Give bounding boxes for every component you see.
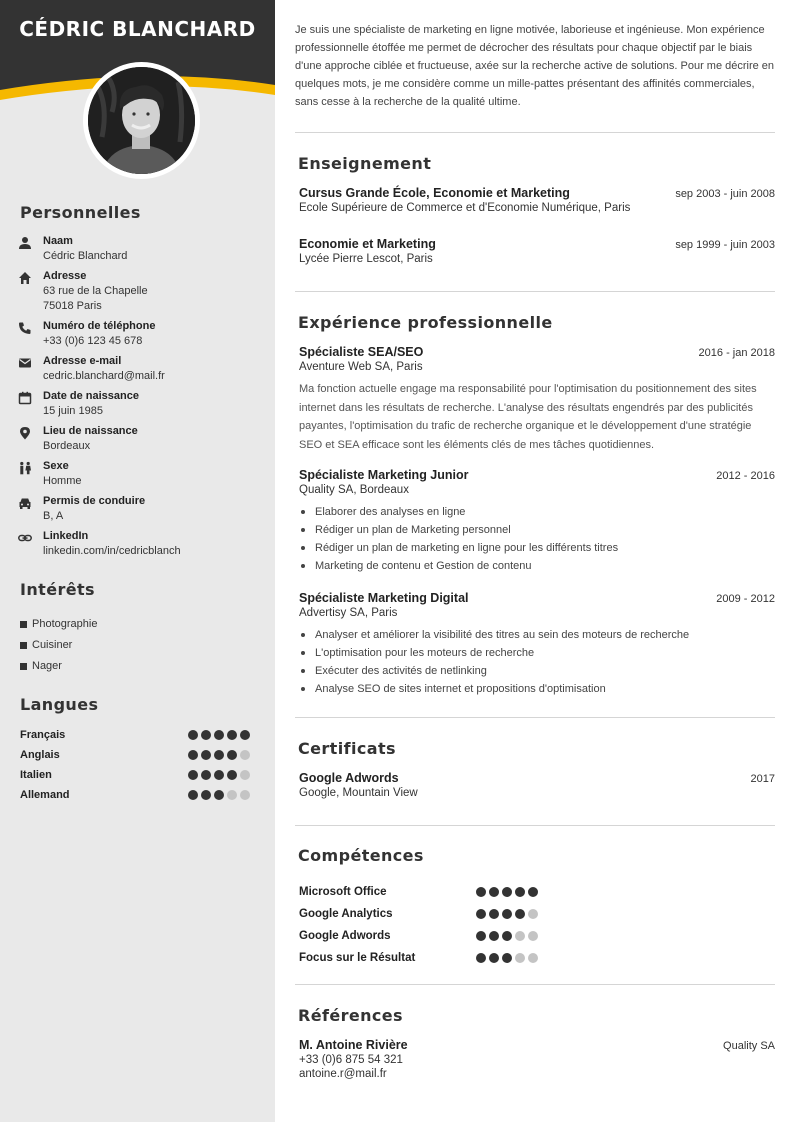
section-divider [295, 132, 775, 133]
empty-dot-icon [240, 750, 250, 760]
filled-dot-icon [201, 770, 211, 780]
language-level-dots [188, 730, 250, 740]
section-divider [295, 291, 775, 292]
personal-info-list [18, 234, 268, 564]
filled-dot-icon [502, 953, 512, 963]
link-icon [18, 531, 32, 545]
personal-item-birthplace: Lieu de naissance Bordeaux [18, 424, 268, 454]
filled-dot-icon [515, 909, 525, 919]
personal-section-title: Personnelles [20, 203, 141, 222]
interest-item: Cuisiner [20, 635, 97, 656]
experience-entry: Spécialiste Marketing Digital 2009 - 2012 Advertisy SA, Paris Analyser et améliorer la visibilité des titres au sein des moteurs de recherche L'optimisation pour les moteurs de recherche Exécuter des activités de netlinking Analyse SEO de sites internet et propositions d'optimisation [299, 591, 775, 698]
filled-dot-icon [214, 790, 224, 800]
task-list [299, 626, 775, 698]
filled-dot-icon [214, 750, 224, 760]
list-item: Rédiger un plan de marketing en ligne pour les différents titres [299, 539, 775, 557]
skill-row: Focus sur le Résultat [299, 947, 549, 969]
interests-section-title: Intérêts [20, 580, 95, 599]
filled-dot-icon [188, 750, 198, 760]
language-row: Français [20, 725, 250, 745]
personal-item-phone: Numéro de téléphone +33 (0)6 123 45 678 [18, 319, 268, 349]
section-divider [295, 825, 775, 826]
skill-level-dots [476, 953, 538, 963]
profile-summary: Je suis une spécialiste de marketing en ligne motivée, laborieuse et ingénieuse. Mon expérience professionnelle étoffée me permet de décrocher des résultats pour chaque objectif par le biais d'une approche ciblée et fructueuse, axée sur la recherche active de solutions. Pour me décrire en quelques mots, je me considère comme un mille-pattes présentant des affinités commerciales, sans cesse à la recherche de la qualité ultime. [295, 24, 775, 108]
certificate-entry: Google Adwords 2017 Google, Mountain View [299, 771, 775, 799]
empty-dot-icon [515, 953, 525, 963]
language-row: Anglais [20, 745, 250, 765]
car-icon [18, 496, 32, 510]
square-bullet-icon [20, 621, 27, 628]
square-bullet-icon [20, 663, 27, 670]
personal-item-email: Adresse e-mail cedric.blanchard@mail.fr [18, 354, 268, 384]
profile-photo [88, 67, 195, 174]
personal-item-name: Naam Cédric Blanchard [18, 234, 268, 264]
skills-section-title: Compétences [298, 846, 424, 865]
interest-item: Nager [20, 656, 97, 677]
empty-dot-icon [528, 931, 538, 941]
filled-dot-icon [476, 909, 486, 919]
filled-dot-icon [201, 750, 211, 760]
certificates-section-title: Certificats [298, 739, 396, 758]
personal-item-gender: Sexe Homme [18, 459, 268, 489]
skills-list [299, 881, 549, 969]
personal-item-license: Permis de conduire B, A [18, 494, 268, 524]
empty-dot-icon [515, 931, 525, 941]
section-divider [295, 984, 775, 985]
filled-dot-icon [476, 887, 486, 897]
filled-dot-icon [489, 887, 499, 897]
phone-icon [18, 321, 32, 335]
experience-section-title: Expérience professionnelle [298, 313, 553, 332]
skill-row: Google Adwords [299, 925, 549, 947]
list-item: Analyse SEO de sites internet et propositions d'optimisation [299, 680, 775, 698]
gender-icon [18, 461, 32, 475]
filled-dot-icon [240, 730, 250, 740]
empty-dot-icon [528, 953, 538, 963]
list-item: Elaborer des analyses en ligne [299, 503, 775, 521]
square-bullet-icon [20, 642, 27, 649]
skill-row: Google Analytics [299, 903, 549, 925]
filled-dot-icon [201, 790, 211, 800]
references-section-title: Références [298, 1006, 403, 1025]
education-entry: Economie et Marketing sep 1999 - juin 2003 Lycée Pierre Lescot, Paris [299, 237, 775, 265]
personal-item-linkedin: LinkedIn linkedin.com/in/cedricblanch [18, 529, 268, 559]
filled-dot-icon [201, 730, 211, 740]
language-level-dots [188, 770, 250, 780]
personal-item-birthdate: Date de naissance 15 juin 1985 [18, 389, 268, 419]
language-level-dots [188, 750, 250, 760]
header-band [0, 0, 275, 180]
skill-level-dots [476, 909, 538, 919]
list-item: Exécuter des activités de netlinking [299, 662, 775, 680]
section-divider [295, 717, 775, 718]
profile-photo-frame [83, 62, 200, 179]
filled-dot-icon [515, 887, 525, 897]
experience-entry: Spécialiste SEA/SEO 2016 - jan 2018 Aventure Web SA, Paris Ma fonction actuelle engage ma responsabilité pour l'optimisation du positionnement des sites internet dans les résultats de recherche. L'analyse des résultats engendrés par des publicités payantes, l'optimisation du trafic de recherche organique et le développement d'une stratégie SEO et SEA efficace sont les éléments clés de mes tâches quotidiennes. [299, 345, 775, 451]
filled-dot-icon [489, 953, 499, 963]
reference-entry: M. Antoine Rivière Quality SA +33 (0)6 875 54 321 antoine.r@mail.fr [299, 1038, 775, 1080]
skill-level-dots [476, 931, 538, 941]
filled-dot-icon [528, 887, 538, 897]
languages-list [20, 725, 250, 805]
interests-list [20, 614, 97, 677]
filled-dot-icon [227, 730, 237, 740]
empty-dot-icon [240, 770, 250, 780]
language-level-dots [188, 790, 250, 800]
empty-dot-icon [227, 790, 237, 800]
filled-dot-icon [214, 730, 224, 740]
skill-level-dots [476, 887, 538, 897]
education-entry: Cursus Grande École, Economie et Marketing sep 2003 - juin 2008 Ecole Supérieure de Commerce et d'Economie Numérique, Paris [299, 186, 775, 214]
filled-dot-icon [227, 770, 237, 780]
languages-section-title: Langues [20, 695, 99, 714]
task-list [299, 503, 775, 575]
list-item: Marketing de contenu et Gestion de contenu [299, 557, 775, 575]
filled-dot-icon [214, 770, 224, 780]
filled-dot-icon [188, 730, 198, 740]
experience-entry: Spécialiste Marketing Junior 2012 - 2016 Quality SA, Bordeaux Elaborer des analyses en ligne Rédiger un plan de Marketing personnel Rédiger un plan de marketing en ligne pour les différents titres Marketing de contenu et Gestion de contenu [299, 468, 775, 575]
filled-dot-icon [502, 931, 512, 941]
list-item: Rédiger un plan de Marketing personnel [299, 521, 775, 539]
skill-row: Microsoft Office [299, 881, 549, 903]
filled-dot-icon [489, 909, 499, 919]
person-icon [18, 236, 32, 250]
list-item: L'optimisation pour les moteurs de recherche [299, 644, 775, 662]
filled-dot-icon [476, 931, 486, 941]
home-icon [18, 271, 32, 285]
filled-dot-icon [502, 887, 512, 897]
filled-dot-icon [227, 750, 237, 760]
filled-dot-icon [188, 770, 198, 780]
sidebar [0, 0, 275, 1122]
candidate-name: CÉDRIC BLANCHARD [19, 17, 256, 41]
filled-dot-icon [502, 909, 512, 919]
list-item: Analyser et améliorer la visibilité des titres au sein des moteurs de recherche [299, 626, 775, 644]
interest-item: Photographie [20, 614, 97, 635]
empty-dot-icon [240, 790, 250, 800]
empty-dot-icon [528, 909, 538, 919]
mail-icon [18, 356, 32, 370]
calendar-icon [18, 391, 32, 405]
personal-item-address: Adresse 63 rue de la Chapelle 75018 Paris [18, 269, 268, 314]
language-row: Allemand [20, 785, 250, 805]
filled-dot-icon [489, 931, 499, 941]
language-row: Italien [20, 765, 250, 785]
filled-dot-icon [188, 790, 198, 800]
education-section-title: Enseignement [298, 154, 432, 173]
location-pin-icon [18, 426, 32, 440]
filled-dot-icon [476, 953, 486, 963]
